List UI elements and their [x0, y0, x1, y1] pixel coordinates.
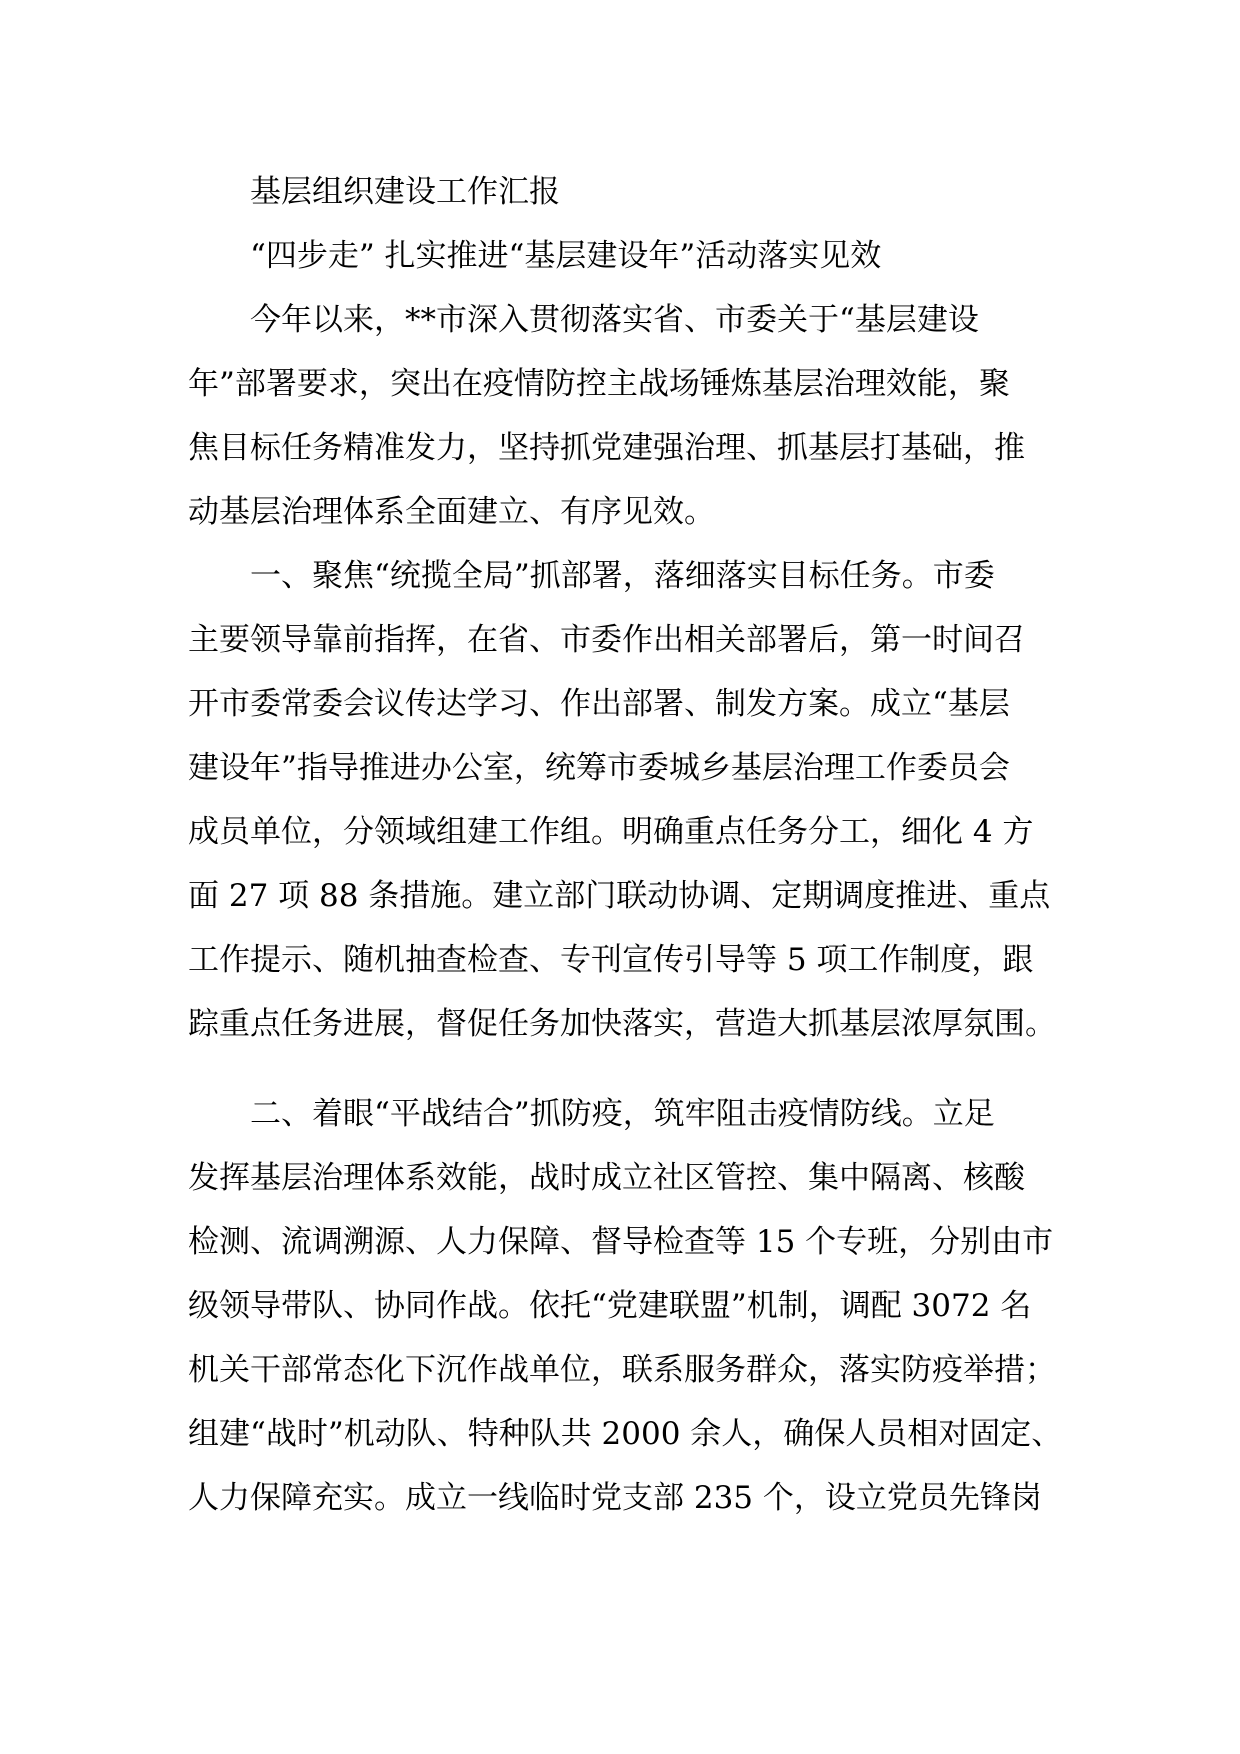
- paragraph-line: 发挥基层治理体系效能，战时成立社区管控、集中隔离、核酸: [188, 1160, 1025, 1196]
- paragraph-line: 动基层治理体系全面建立、有序见效。: [188, 494, 715, 530]
- paragraph-line: 组建“战时”机动队、特种队共 2000 余人，确保人员相对固定、: [188, 1416, 1063, 1452]
- paragraph-line: 工作提示、随机抽查检查、专刊宣传引导等 5 项工作制度，跟: [188, 942, 1034, 978]
- paragraph-section-one: [188, 544, 1068, 1056]
- paragraph-line: 成员单位，分领域组建工作组。明确重点任务分工，细化 4 方: [188, 814, 1034, 850]
- paragraph-line: 今年以来，**市深入贯彻落实省、市委关于“基层建设: [250, 302, 979, 338]
- paragraph-line: 级领导带队、协同作战。依托“党建联盟”机制，调配 3072 名: [188, 1288, 1032, 1324]
- paragraph-line: 机关干部常态化下沉作战单位，联系服务群众，落实防疫举措；: [188, 1352, 1056, 1388]
- paragraph-section-two: [188, 1082, 1068, 1530]
- paragraph-line: 焦目标任务精准发力，坚持抓党建强治理、抓基层打基础，推: [188, 430, 1025, 466]
- paragraph-line: 踪重点任务进展，督促任务加快落实，营造大抓基层浓厚氛围。: [188, 1006, 1056, 1042]
- paragraph-intro: [188, 288, 1068, 544]
- paragraph-line: 检测、流调溯源、人力保障、督导检查等 15 个专班，分别由市: [188, 1224, 1054, 1260]
- paragraph-line: 建设年”指导推进办公室，统筹市委城乡基层治理工作委员会: [188, 750, 1010, 786]
- paragraph-line: 一、聚焦“统揽全局”抓部署，落细落实目标任务。市委: [250, 558, 995, 594]
- document-heading: 基层组织建设工作汇报: [250, 174, 560, 210]
- document-subtitle: “四步走” 扎实推进“基层建设年”活动落实见效: [250, 238, 882, 274]
- paragraph-line: 面 27 项 88 条措施。建立部门联动协调、定期调度推进、重点: [188, 878, 1051, 914]
- paragraph-line: 年”部署要求，突出在疫情防控主战场锤炼基层治理效能，聚: [188, 366, 1010, 402]
- paragraph-line: 主要领导靠前指挥，在省、市委作出相关部署后，第一时间召: [188, 622, 1025, 658]
- document-body: [188, 160, 1068, 1530]
- paragraph-line: 开市委常委会议传达学习、作出部署、制发方案。成立“基层: [188, 686, 1010, 722]
- paragraph-line: 二、着眼“平战结合”抓防疫，筑牢阻击疫情防线。立足: [250, 1096, 995, 1132]
- paragraph-line: 人力保障充实。成立一线临时党支部 235 个，设立党员先锋岗: [188, 1480, 1042, 1516]
